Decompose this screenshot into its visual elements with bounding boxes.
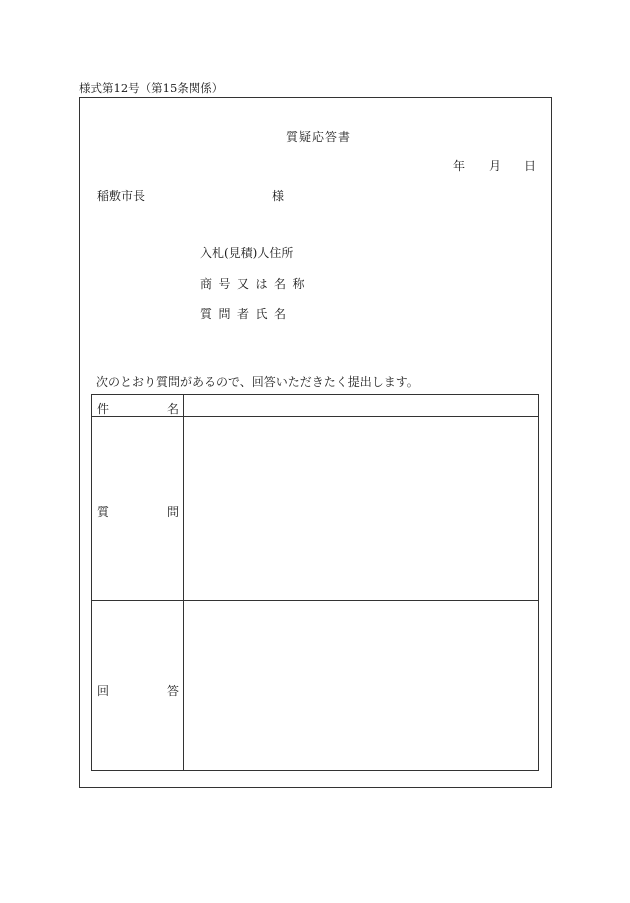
addressee: 稲敷市長 — [97, 189, 146, 203]
date-year-label: 年 — [453, 159, 466, 173]
question-field[interactable] — [184, 417, 538, 600]
answer-field[interactable] — [184, 601, 538, 770]
applicant-address-label: 入札(見積)人住所 — [200, 246, 294, 260]
questioner-name-label: 質問者氏名 — [200, 307, 293, 321]
question-label-char: 質 — [97, 505, 110, 519]
applicant-name-label: 商号又は名称 — [200, 277, 312, 291]
document-title: 質疑応答書 — [286, 130, 352, 144]
answer-label-char: 答 — [166, 684, 179, 698]
subject-label-char: 名 — [166, 402, 179, 416]
subject-field[interactable] — [184, 395, 538, 416]
subject-label-char: 件 — [97, 402, 110, 416]
qa-table — [91, 394, 539, 771]
question-label — [97, 503, 179, 520]
date-day-label: 日 — [524, 159, 537, 173]
form-number: 様式第12号（第15条関係） — [79, 81, 224, 95]
question-label-char: 問 — [166, 505, 179, 519]
answer-label-char: 回 — [97, 684, 110, 698]
answer-label — [97, 682, 179, 699]
date-month-label: 月 — [489, 159, 502, 173]
intro-text: 次のとおり質問があるので、回答いただきたく提出します。 — [96, 375, 419, 389]
honorific: 様 — [272, 189, 285, 203]
subject-label — [97, 400, 179, 417]
